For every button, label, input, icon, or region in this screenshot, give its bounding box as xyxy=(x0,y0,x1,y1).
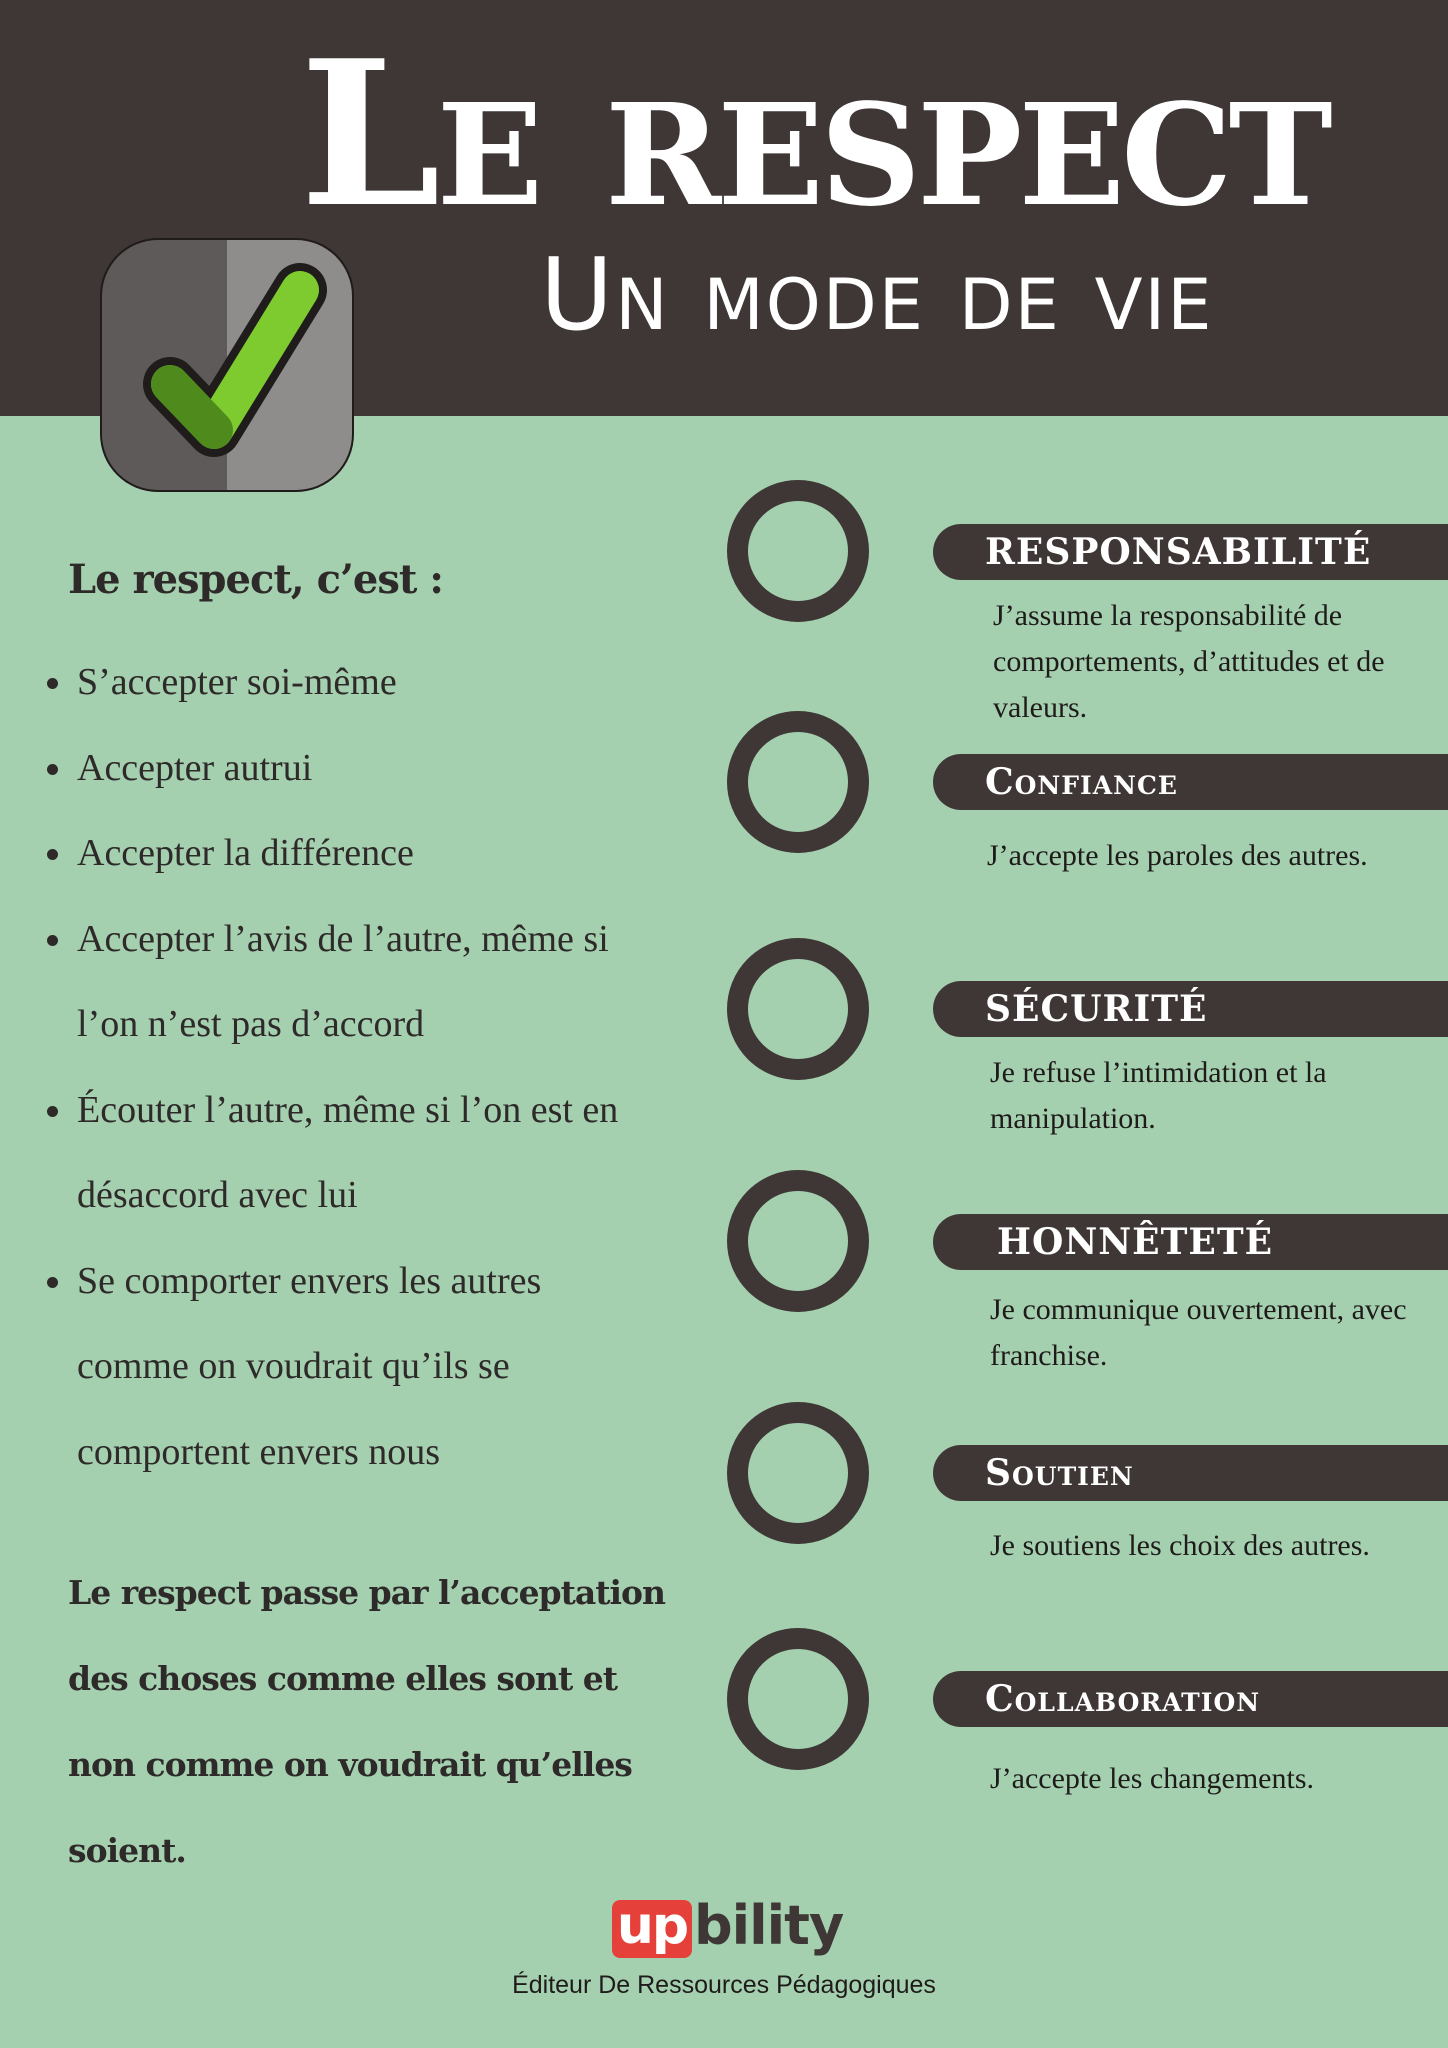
list-item: Accepter autrui xyxy=(40,726,680,812)
value-description: Je refuse l’intimidation et la manipulation. xyxy=(990,1056,1327,1135)
value-title: Soutien xyxy=(985,1452,1134,1494)
logo-up-mark: up xyxy=(612,1900,692,1958)
page-title: Le respect xyxy=(300,17,1329,252)
checkmark-badge-icon xyxy=(96,234,358,496)
value-title-band xyxy=(933,524,1448,580)
ring-icon xyxy=(727,480,869,622)
value-title: SÉCURITÉ xyxy=(985,988,1208,1030)
value-description: J’assume la responsabilité de comportements, d’attitudes et de valeurs. xyxy=(993,599,1385,724)
value-title-band xyxy=(933,1214,1448,1270)
page-subtitle: Un mode de vie xyxy=(540,236,1214,353)
list-item: S’accepter soi-même xyxy=(40,640,680,726)
value-title-band xyxy=(933,981,1448,1037)
publisher-tagline: Éditeur De Ressources Pédagogiques xyxy=(512,1971,936,1999)
logo-wordmark: bility xyxy=(694,1894,844,1957)
ring-icon xyxy=(727,938,869,1080)
value-title: Confiance xyxy=(985,761,1178,803)
value-description: J’accepte les paroles des autres. xyxy=(987,839,1368,872)
list-item: Se comporter envers les autres comme on voudrait qu’ils se comportent envers nous xyxy=(40,1239,607,1496)
value-title-band xyxy=(933,1671,1448,1727)
respect-definition-heading: Le respect, c’est : xyxy=(68,556,444,603)
list-item: Écouter l’autre, même si l’on est en désaccord avec lui xyxy=(40,1068,637,1239)
value-title-band xyxy=(933,754,1448,810)
list-item: Accepter la différence xyxy=(40,811,680,897)
closing-statement: Le respect passe par l’acceptation des choses comme elles sont et non comme on voudrait qu’elles soient. xyxy=(68,1573,666,1870)
value-title: RESPONSABILITÉ xyxy=(985,531,1372,573)
respect-definition-list xyxy=(40,640,680,1495)
ring-icon xyxy=(727,1170,869,1312)
value-title-band xyxy=(933,1445,1448,1501)
ring-icon xyxy=(727,711,869,853)
ring-icon xyxy=(727,1628,869,1770)
list-item: Accepter l’avis de l’autre, même si l’on n’est pas d’accord xyxy=(40,897,637,1068)
value-title: HONNÊTETÉ xyxy=(997,1221,1274,1263)
value-description: Je communique ouvertement, avec franchise. xyxy=(990,1293,1407,1372)
ring-icon xyxy=(727,1402,869,1544)
value-description: J’accepte les changements. xyxy=(990,1762,1315,1795)
value-description: Je soutiens les choix des autres. xyxy=(990,1529,1370,1562)
value-title: Collaboration xyxy=(985,1678,1261,1720)
upbility-logo xyxy=(612,1894,844,1962)
